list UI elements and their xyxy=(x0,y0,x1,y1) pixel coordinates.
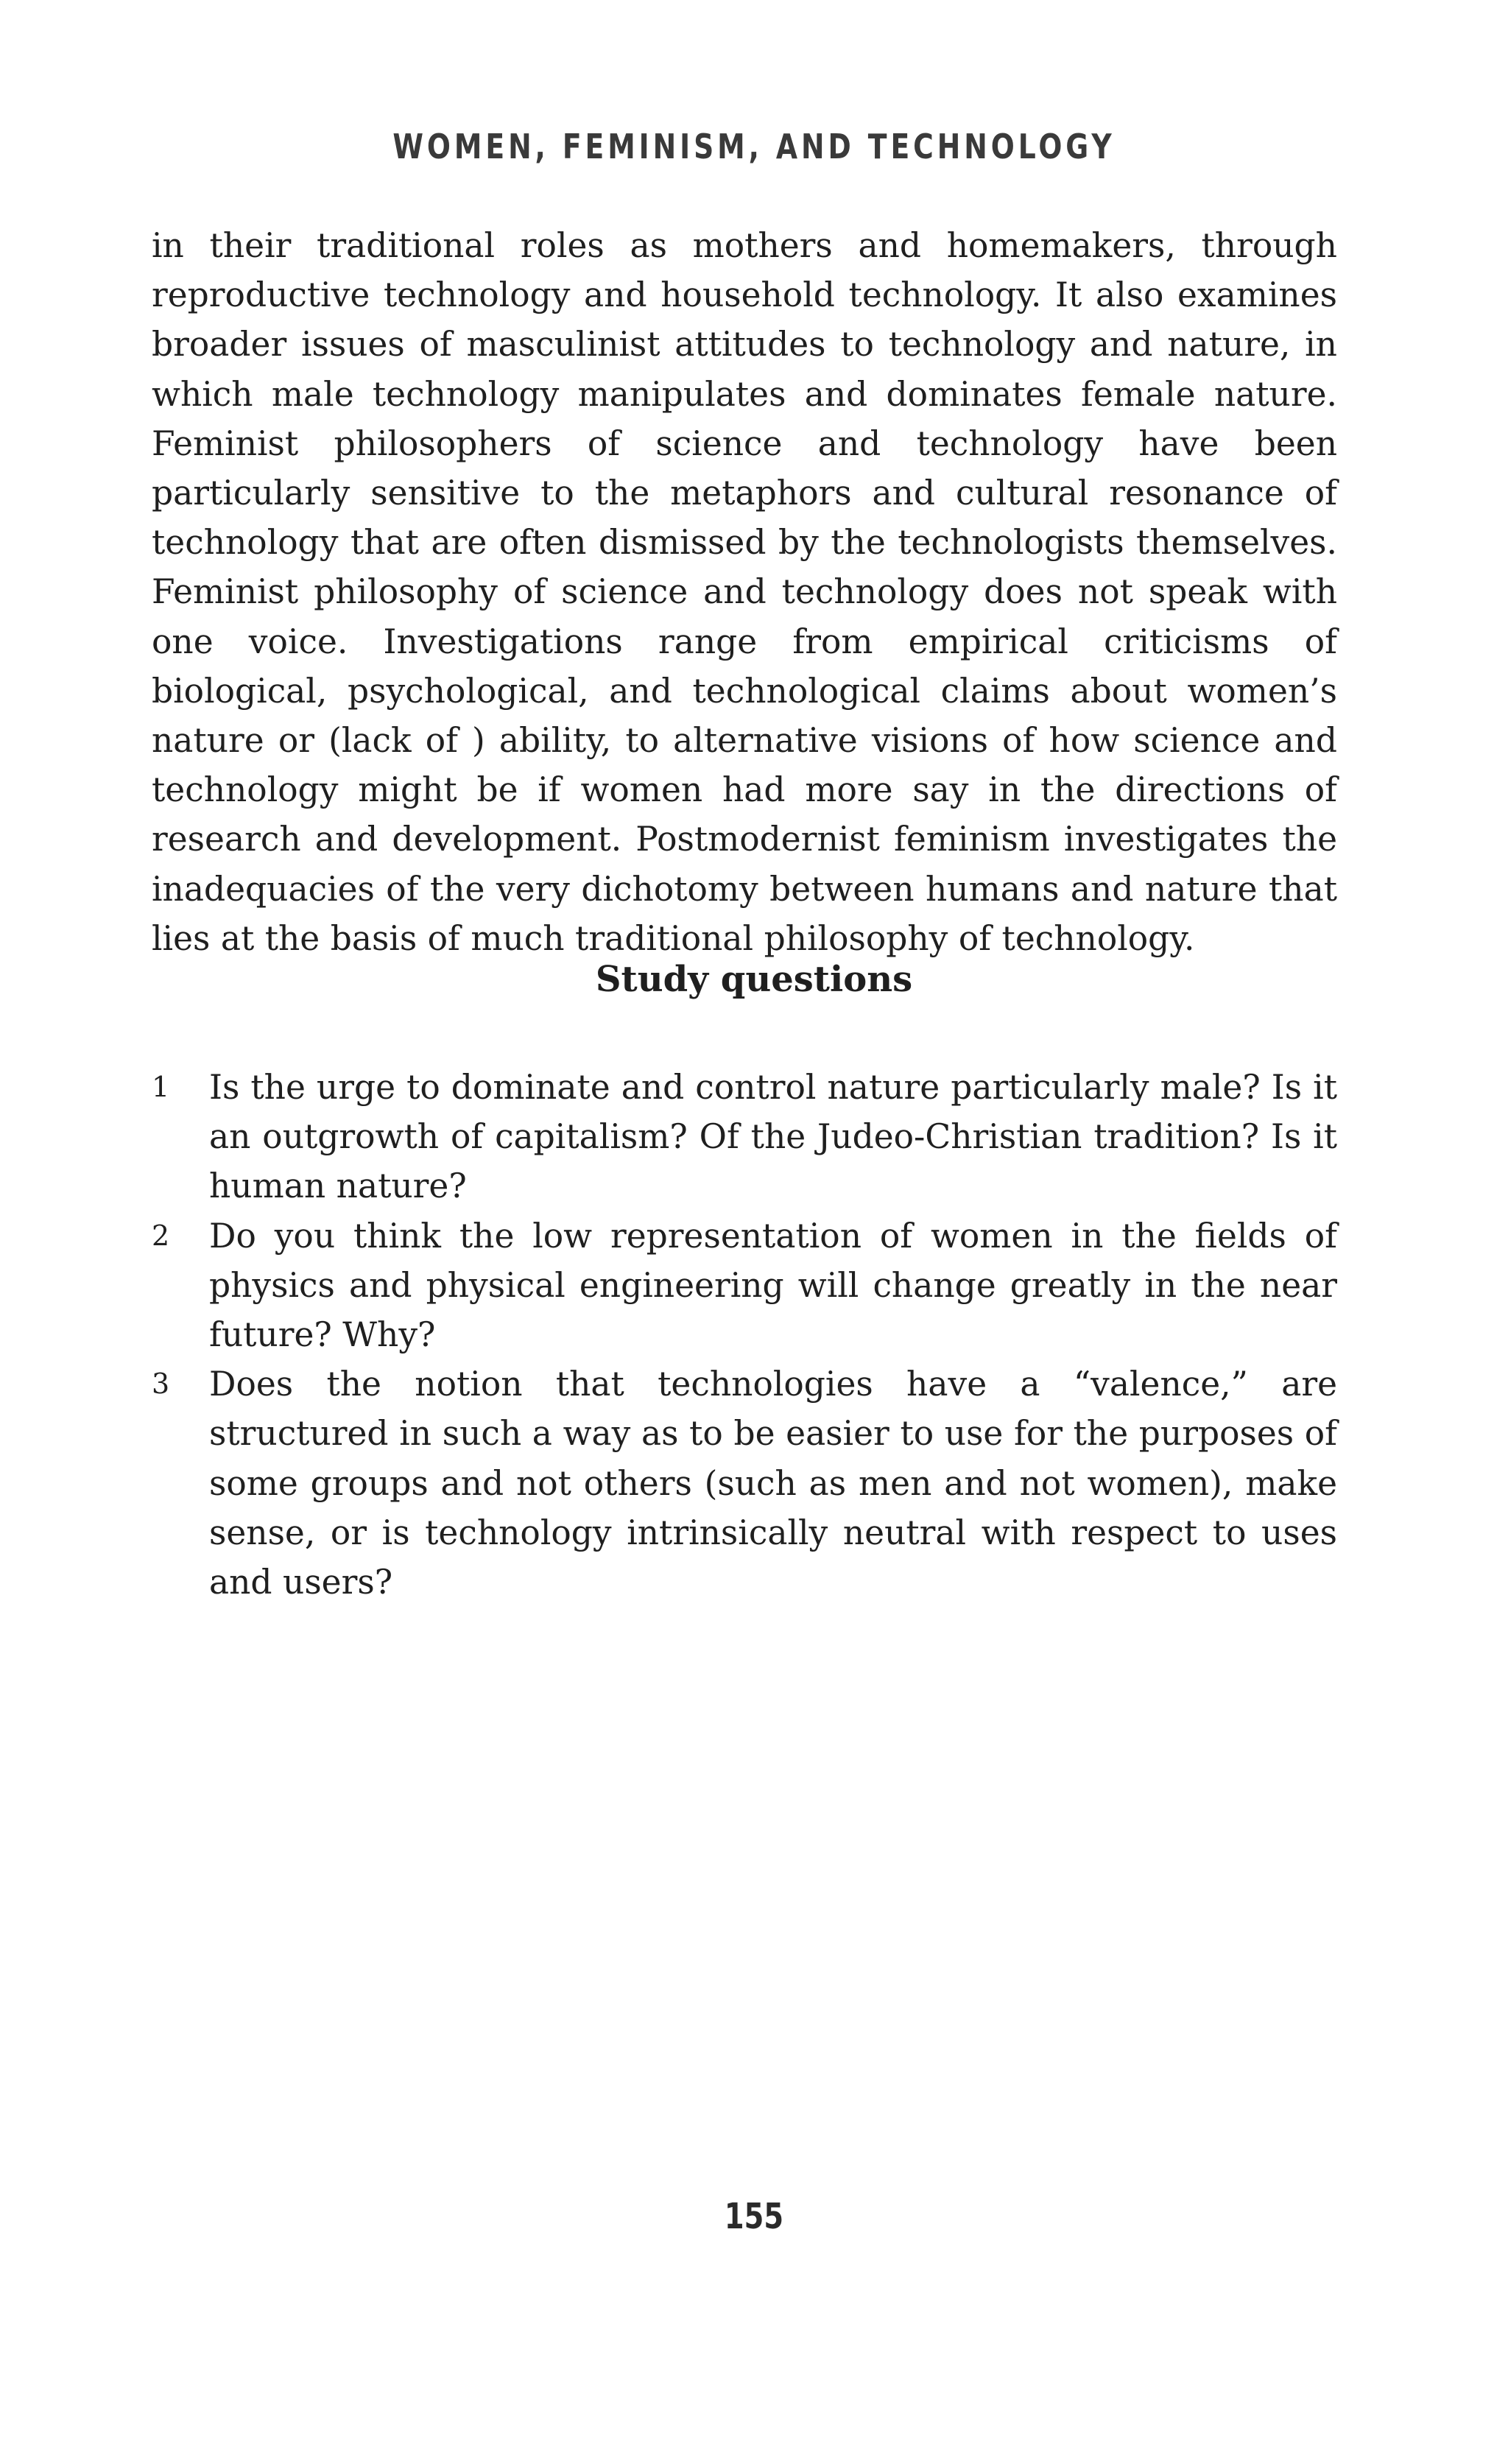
page-number: 155 xyxy=(724,2196,784,2237)
question-text: Is the urge to dominate and control nature particularly male? Is it an outgrowth of capitalism? Of the Judeo-Christian tradition? Is it human nature? xyxy=(209,1068,1337,1206)
study-question xyxy=(152,1359,1337,1607)
question-number: 3 xyxy=(152,1367,170,1401)
study-question xyxy=(152,1211,1337,1360)
question-number: 1 xyxy=(152,1071,170,1103)
study-questions-list xyxy=(152,1063,1337,1607)
running-head: WOMEN, FEMINISM, AND TECHNOLOGY xyxy=(392,127,1116,166)
question-number: 2 xyxy=(152,1219,170,1252)
question-text: Do you think the low representation of women in the fields of physics and physical engineering will change greatly in the near future? Why? xyxy=(209,1216,1337,1355)
section-heading: Study questions xyxy=(595,959,913,1000)
study-question xyxy=(152,1063,1337,1211)
body-paragraph: in their traditional roles as mothers and homemakers, through reproductive technology and household technology. It also examines broader issues of masculinist attitudes to technology and nature, in which male technology manipulates and dominates female nature. Feminist philosophers of science and technology have been particularly sensitive to the metaphors and cultural resonance of technology that are often dismissed by the technologists themselves. Feminist philosophy of science and technology does not speak with one voice. Investigations range from empirical criticisms of biological, psychological, and technological claims about women’s nature or (lack of ) ability, to alternative visions of how science and technology might be if women had more say in the directions of research and development. Postmodernist feminism investigates the inadequacies of the very dichotomy between humans and nature that lies at the basis of much traditional philosophy of technology. xyxy=(152,226,1337,958)
question-text: Does the notion that technologies have a “valence,” are structured in such a way as to be easier to use for the purposes of some groups and not others (such as men and not women), make sense, or is technology intrinsically neutral with respect to uses and users? xyxy=(209,1365,1337,1602)
